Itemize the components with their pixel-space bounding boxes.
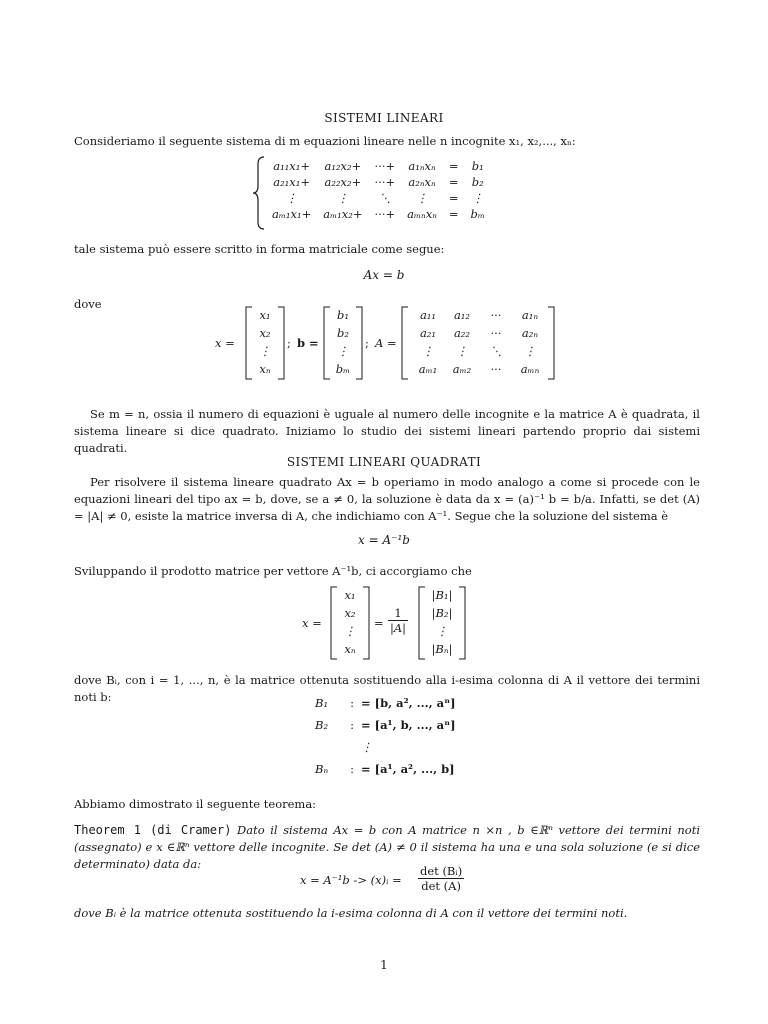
vector-definitions	[215, 306, 555, 382]
system-cell: =	[448, 159, 459, 173]
matrix-entry: a₁₁	[419, 308, 437, 322]
cramer-formula	[300, 864, 480, 898]
matrix-entry: ···	[490, 308, 502, 322]
system-cell: ···+	[374, 207, 396, 221]
system-cell: a₁₁x₁+	[273, 159, 311, 173]
b-definitions	[315, 696, 485, 786]
system-cell: ···+	[374, 159, 396, 173]
bracket-left-icon	[323, 306, 331, 380]
cramer-numerator: det (Bᵢ)	[420, 864, 463, 878]
vector-entry: b₁	[337, 308, 349, 322]
square-system-paragraph: Se m = n, ossia il numero di equazioni è uguale al numero delle incognite e la matrice A è quadrata, il sistema lineare si dice quadrato. Iniziamo lo studio dei sistemi lineari partendo proprio dai sistemi quadrati.	[74, 407, 700, 455]
matrix-entry: aₘₙ	[520, 362, 540, 376]
vector-entry: x₁	[259, 308, 271, 322]
solve-paragraph: Per risolvere il sistema lineare quadrato Ax = b operiamo in modo analogo a come si procede con le equazioni lineari del tipo ax = b, dove, se a ≠ 0, la soluzione è data da x = (a)⁻¹ b = b/a. Infatti, se det (A) = |A| ≠ 0, esiste la matrice inversa di A, che indichiamo con A⁻¹. Segue che la soluzione del sistema è	[74, 475, 700, 523]
matrix-entry: aₘ₁	[418, 362, 438, 376]
matrix-row	[411, 342, 547, 360]
fraction-denominator: |A|	[390, 621, 407, 635]
A-label: A =	[375, 336, 397, 350]
matrix-row	[411, 306, 547, 324]
vector-entry: x₂	[259, 326, 271, 340]
fraction-numerator: 1	[388, 606, 408, 621]
matrix-row	[411, 324, 547, 342]
system-cell: ⋮	[337, 191, 349, 205]
b-definition-row	[315, 740, 389, 754]
system-cell: =	[448, 191, 459, 205]
x-label: x =	[302, 616, 322, 630]
vector-entry: ⋮	[259, 344, 271, 358]
system-row	[266, 158, 491, 174]
bracket-left-icon	[418, 586, 426, 660]
section-title-sistemi-lineari: SISTEMI LINEARI	[324, 111, 444, 125]
matrix-entry: a₁₂	[453, 308, 471, 322]
theorem-body: Dato il sistema Ax = b con A matrice n ×n , b ∈ℝⁿ vettore dei termini noti (assegnato) e x ∈ℝⁿ vettore delle incognite. Se det (A) ≠ 0 il sistema ha una e una sola soluzione (e si dice determinato) data da:	[74, 823, 701, 871]
bracket-right-icon	[458, 586, 466, 660]
bracket-right-icon	[277, 306, 285, 380]
system-row	[266, 174, 491, 190]
bracket-left-icon	[245, 306, 253, 380]
cramer-denominator: det (A)	[421, 879, 461, 893]
matrix-entry: ···	[490, 362, 502, 376]
matrix-entry: a₁ₙ	[521, 308, 539, 322]
bracket-left-icon	[330, 586, 338, 660]
b-definition-row	[315, 762, 455, 776]
vector-entry: |Bₙ|	[431, 642, 453, 656]
vector-entry: xₙ	[344, 642, 356, 656]
b-definition-lhs: B₁	[315, 696, 329, 710]
b-definition-rhs: = [b, a², ..., aⁿ]	[361, 696, 456, 710]
system-cell: a₂ₙxₙ	[408, 175, 436, 189]
intro-paragraph: Consideriamo il seguente sistema di m equazioni lineare nelle n incognite x₁, x₂,..., xₙ:	[74, 134, 576, 148]
dove-label: dove	[74, 297, 102, 311]
x-label: x =	[215, 336, 235, 350]
vector-b	[331, 306, 355, 378]
cramer-lhs: x = A⁻¹b -> (x)ᵢ =	[300, 873, 402, 887]
system-cell: ···+	[374, 175, 396, 189]
equation-solution: x = A⁻¹b	[358, 533, 410, 547]
system-cell: aₘ₁x₁+	[272, 207, 312, 221]
equation-ax-b: Ax = b	[363, 268, 405, 282]
b-definition-row	[315, 718, 456, 732]
system-cell: b₁	[471, 159, 484, 173]
linear-system	[252, 156, 522, 230]
bracket-right-icon	[547, 306, 555, 380]
vector-entry: x₂	[344, 606, 356, 620]
b-definition-lhs: Bₙ	[315, 762, 329, 776]
vector-entry: ⋮	[344, 624, 356, 638]
system-cell: aₘ₁x₂+	[323, 207, 363, 221]
b-label: b =	[297, 336, 319, 350]
matrix-entry: a₂ₙ	[521, 326, 539, 340]
matrix-entry: ···	[490, 326, 502, 340]
matrix-entry: a₂₂	[453, 326, 471, 340]
system-cell: =	[448, 207, 459, 221]
theorem-tail: dove Bᵢ è la matrice ottenuta sostituendo la i-esima colonna di A con il vettore dei termini noti.	[74, 906, 628, 920]
vector-entry: ⋮	[436, 624, 448, 638]
matrix-entry: ⋮	[456, 344, 468, 358]
matrix-entry: ⋮	[422, 344, 434, 358]
bracket-right-icon	[355, 306, 363, 380]
system-cell: a₂₂x₂+	[324, 175, 362, 189]
matrix-entry: a₂₁	[419, 326, 437, 340]
matrix-row	[411, 360, 547, 378]
vector-entry: |B₂|	[431, 606, 453, 620]
vector-entry: b₂	[337, 326, 349, 340]
b-definition-lhs: B₂	[315, 718, 329, 732]
system-cell: =	[448, 175, 459, 189]
system-cell: aₘₙxₙ	[407, 207, 437, 221]
b-definition-rhs: = [a¹, b, ..., aⁿ]	[361, 718, 456, 732]
fraction-1-over-detA	[388, 606, 408, 635]
equals-sign: =	[374, 616, 384, 630]
vector-entry: bₘ	[335, 362, 351, 376]
b-definition-rhs: = [a¹, a², ..., b]	[361, 762, 455, 776]
b-definition-row	[315, 696, 456, 710]
theorem-heading: Theorem 1 (di Cramer)	[74, 823, 232, 837]
develop-paragraph: Sviluppando il prodotto matrice per vettore A⁻¹b, ci accorgiamo che	[74, 564, 472, 578]
cramer-vector-equation	[302, 586, 472, 662]
b-definition-lhs: ⋮	[361, 740, 373, 754]
matrix-entry: aₘ₂	[452, 362, 472, 376]
bracket-right-icon	[362, 586, 370, 660]
system-cell: ⋱	[379, 191, 391, 205]
matrix-form-text: tale sistema può essere scritto in forma matriciale come segue:	[74, 242, 445, 256]
system-cell: ⋮	[416, 191, 428, 205]
semicolon: ;	[287, 336, 291, 350]
proved-paragraph: Abbiamo dimostrato il seguente teorema:	[74, 797, 317, 811]
page-number: 1	[380, 958, 388, 972]
vector-x	[253, 306, 277, 378]
system-table	[266, 158, 491, 222]
system-cell: a₂₁x₁+	[273, 175, 311, 189]
system-cell: a₁ₙxₙ	[408, 159, 436, 173]
vector-entry: ⋮	[337, 344, 349, 358]
section-title-sistemi-quadrati: SISTEMI LINEARI QUADRATI	[286, 455, 482, 469]
semicolon: ;	[365, 336, 369, 350]
left-brace-icon	[252, 156, 266, 230]
system-cell: ⋮	[285, 191, 298, 205]
system-cell: b₂	[471, 175, 484, 189]
b-definition-colon: :	[350, 762, 354, 776]
system-cell: ⋮	[471, 191, 484, 205]
vector-entry: x₁	[344, 588, 356, 602]
system-row	[266, 206, 491, 222]
vector-x	[338, 586, 362, 658]
system-cell: a₁₂x₂+	[324, 159, 362, 173]
cramer-fraction	[418, 864, 464, 893]
b-definition-colon: :	[350, 718, 354, 732]
vector-entry: |B₁|	[431, 588, 453, 602]
system-row	[266, 190, 491, 206]
bracket-left-icon	[401, 306, 409, 380]
matrix-entry: ⋱	[490, 344, 502, 358]
vector-B-determinants	[426, 586, 458, 658]
vector-entry: xₙ	[259, 362, 271, 376]
matrix-A	[411, 306, 547, 378]
system-cell: bₘ	[470, 207, 485, 221]
bi-paragraph: dove Bᵢ, con i = 1, ..., n, è la matrice ottenuta sostituendo alla i-esima colonna di A il vettore dei termini noti b:	[74, 673, 700, 704]
b-definition-colon: :	[350, 696, 354, 710]
matrix-entry: ⋮	[524, 344, 536, 358]
